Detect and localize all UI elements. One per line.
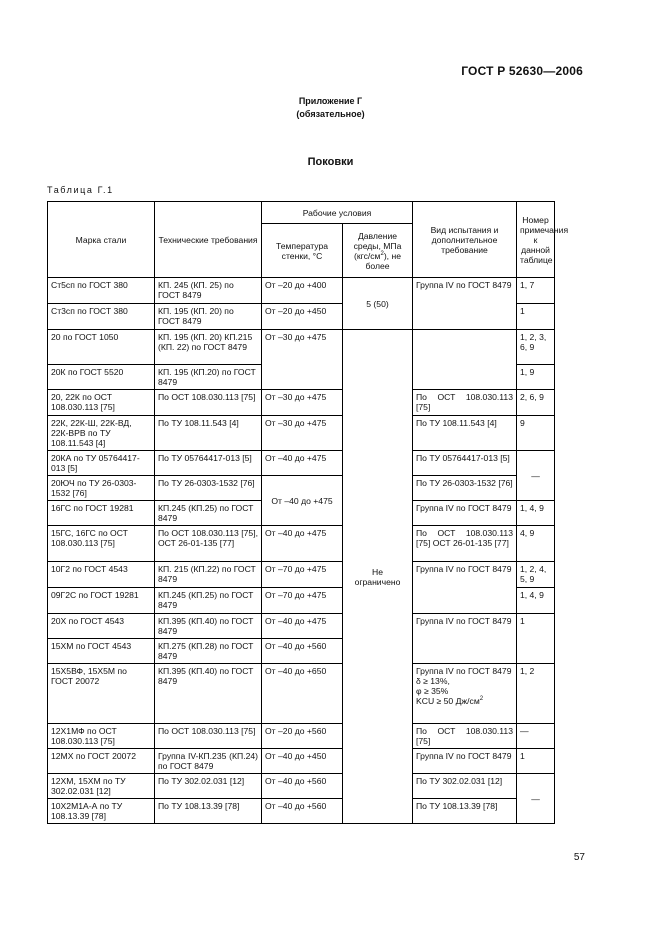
table-row [48,416,555,451]
cell-grade: 20ЮЧ по ТУ 26-0303-1532 [76] [48,476,155,501]
cell-temp: От –40 до +475 [262,451,343,476]
cell-tech: По ТУ 26-0303-1532 [76] [155,476,262,501]
cell-test: По ТУ 108.13.39 [78] [413,799,517,824]
cell-grade: 09Г2С по ГОСТ 19281 [48,588,155,614]
cell-tech: КП. 195 (КП.20) по ГОСТ 8479 [155,365,262,390]
cell-grade: Ст5сп по ГОСТ 380 [48,278,155,304]
cell-test: По ОСТ 108.030.113 [75] [413,390,517,416]
cell-test: По ОСТ 108.030.113 [75] ОСТ 26-01-135 [77] [413,526,517,562]
cell-tech: КП. 195 (КП. 20) по ГОСТ 8479 [155,304,262,330]
cell-pressure: Не ограничено [343,330,413,824]
cell-notes: 1, 2 [517,664,555,724]
cell-tech: По ОСТ 108.030.113 [75], ОСТ 26-01-135 [77] [155,526,262,562]
cell-temp: От –70 до +475 [262,562,343,588]
cell-notes: 4, 9 [517,526,555,562]
cell-notes: — [517,451,555,501]
cell-temp: От –40 до +475 [262,526,343,562]
cell-temp: От –30 до +475 [262,416,343,451]
header-tech: Технические требования [155,202,262,278]
cell-grade: 22К, 22К-Ш, 22К-ВД, 22К-ВРВ по ТУ 108.11.543 [4] [48,416,155,451]
cell-notes: — [517,724,555,749]
cell-temp: От –20 до +400 [262,278,343,304]
cell-grade: 15ХМ по ГОСТ 4543 [48,639,155,664]
cell-test: По ОСТ 108.030.113 [75] [413,724,517,749]
cell-test: Группа IV по ГОСТ 8479 δ ≥ 13%, φ ≥ 35% KCU ≥ 50 $Дж/см^2$ [413,664,517,724]
table-row [48,799,555,824]
cell-test: Группа IV по ГОСТ 8479 [413,749,517,774]
header-test: Вид испытания и дополнительное требование [413,202,517,278]
header-notes: Номер примечания к данной таблице [517,202,555,278]
table-row [48,476,555,501]
cell-notes: 1, 2, 4, 5, 9 [517,562,555,588]
cell-notes: 1, 7 [517,278,555,304]
cell-test: Группа IV по ГОСТ 8479 [413,501,517,526]
cell-tech: КП.245 (КП.25) по ГОСТ 8479 [155,588,262,614]
cell-test: Группа IV по ГОСТ 8479 [413,614,517,664]
cell-temp: От –20 до +560 [262,724,343,749]
cell-notes: 1 [517,304,555,330]
cell-tech: По ОСТ 108.030.113 [75] [155,724,262,749]
page-number: 57 [573,852,585,863]
header-work: Рабочие условия [262,202,413,224]
cell-notes: 2, 6, 9 [517,390,555,416]
document-code: ГОСТ Р 52630—2006 [461,64,583,78]
cell-temp: От –40 до +475 [262,476,343,526]
cell-test: Группа IV по ГОСТ 8479 [413,278,517,330]
cell-tech: По ОСТ 108.030.113 [75] [155,390,262,416]
cell-grade: 10Г2 по ГОСТ 4543 [48,562,155,588]
cell-notes: 9 [517,416,555,451]
cell-tech: КП.245 (КП.25) по ГОСТ 8479 [155,501,262,526]
cell-tech: КП. 245 (КП. 25) по ГОСТ 8479 [155,278,262,304]
cell-grade: 12Х1МФ по ОСТ 108.030.113 [75] [48,724,155,749]
cell-tech: Группа IV-КП.235 (КП.24) по ГОСТ 8479 [155,749,262,774]
table-row [48,562,555,588]
cell-temp: От –40 до +650 [262,664,343,724]
forgings-table [47,201,569,824]
cell-grade: 15Х5ВФ, 15Х5М по ГОСТ 20072 [48,664,155,724]
table-row [48,390,555,416]
cell-notes: 1, 2, 3, 6, 9 [517,330,555,365]
appendix-title: Приложение Г [298,96,363,106]
cell-grade: 20К по ГОСТ 5520 [48,365,155,390]
cell-test: По ТУ 302.02.031 [12] [413,774,517,799]
table-row [48,526,555,562]
cell-tech: КП.275 (КП.28) по ГОСТ 8479 [155,639,262,664]
cell-test: По ТУ 26-0303-1532 [76] [413,476,517,501]
cell-temp: От –30 до +475 [262,330,343,390]
cell-tech: По ТУ 108.13.39 [78] [155,799,262,824]
cell-pressure: 5 (50) [343,278,413,330]
header-press: Давление среды, МПа $(кгс/см^2)$, не более [343,224,413,278]
cell-grade: 20, 22К по ОСТ 108.030.113 [75] [48,390,155,416]
cell-grade: 20Х по ГОСТ 4543 [48,614,155,639]
cell-tech: По ТУ 108.11.543 [4] [155,416,262,451]
header-grade: Марка стали [48,202,155,278]
cell-grade: Ст3сп по ГОСТ 380 [48,304,155,330]
cell-tech: КП.395 (КП.40) по ГОСТ 8479 [155,664,262,724]
table-row [48,330,555,365]
cell-grade: 16ГС по ГОСТ 19281 [48,501,155,526]
cell-grade: 20 по ГОСТ 1050 [48,330,155,365]
cell-temp: От –20 до +450 [262,304,343,330]
cell-temp: От –40 до +560 [262,774,343,799]
table-row [48,724,555,749]
cell-tech: По ТУ 302.02.031 [12] [155,774,262,799]
cell-temp: От –70 до +475 [262,588,343,614]
table-row [48,749,555,774]
cell-grade: 20КА по ТУ 05764417-013 [5] [48,451,155,476]
cell-test: Группа IV по ГОСТ 8479 [413,562,517,614]
cell-temp: От –40 до +450 [262,749,343,774]
header-temp: Температура стенки, °С [262,224,343,278]
cell-grade: 12ХМ, 15ХМ по ТУ 302.02.031 [12] [48,774,155,799]
cell-grade: 12МХ по ГОСТ 20072 [48,749,155,774]
section-title: Поковки [307,156,354,168]
cell-tech: КП.395 (КП.40) по ГОСТ 8479 [155,614,262,639]
cell-temp: От –40 до +560 [262,639,343,664]
cell-tech: КП. 215 (КП.22) по ГОСТ 8479 [155,562,262,588]
cell-notes: — [517,774,555,824]
cell-grade: 10Х2М1А-А по ТУ 108.13.39 [78] [48,799,155,824]
cell-test: По ТУ 108.11.543 [4] [413,416,517,451]
cell-test [413,330,517,390]
cell-grade: 15ГС, 16ГС по ОСТ 108.030.113 [75] [48,526,155,562]
cell-temp: От –30 до +475 [262,390,343,416]
table-row [48,278,555,304]
cell-tech: КП. 195 (КП. 20) КП.215 (КП. 22) по ГОСТ 8479 [155,330,262,365]
cell-notes: 1, 9 [517,365,555,390]
cell-test: По ТУ 05764417-013 [5] [413,451,517,476]
table-row [48,774,555,799]
cell-tech: По ТУ 05764417-013 [5] [155,451,262,476]
table-row [48,664,555,724]
cell-temp: От –40 до +560 [262,799,343,824]
table-row [48,614,555,639]
cell-notes: 1, 4, 9 [517,588,555,614]
table-label: Таблица Г.1 [47,185,114,195]
cell-notes: 1 [517,749,555,774]
cell-temp: От –40 до +475 [262,614,343,639]
cell-notes: 1 [517,614,555,664]
table-row [48,451,555,476]
appendix-note: (обязательное) [296,109,365,119]
cell-notes: 1, 4, 9 [517,501,555,526]
